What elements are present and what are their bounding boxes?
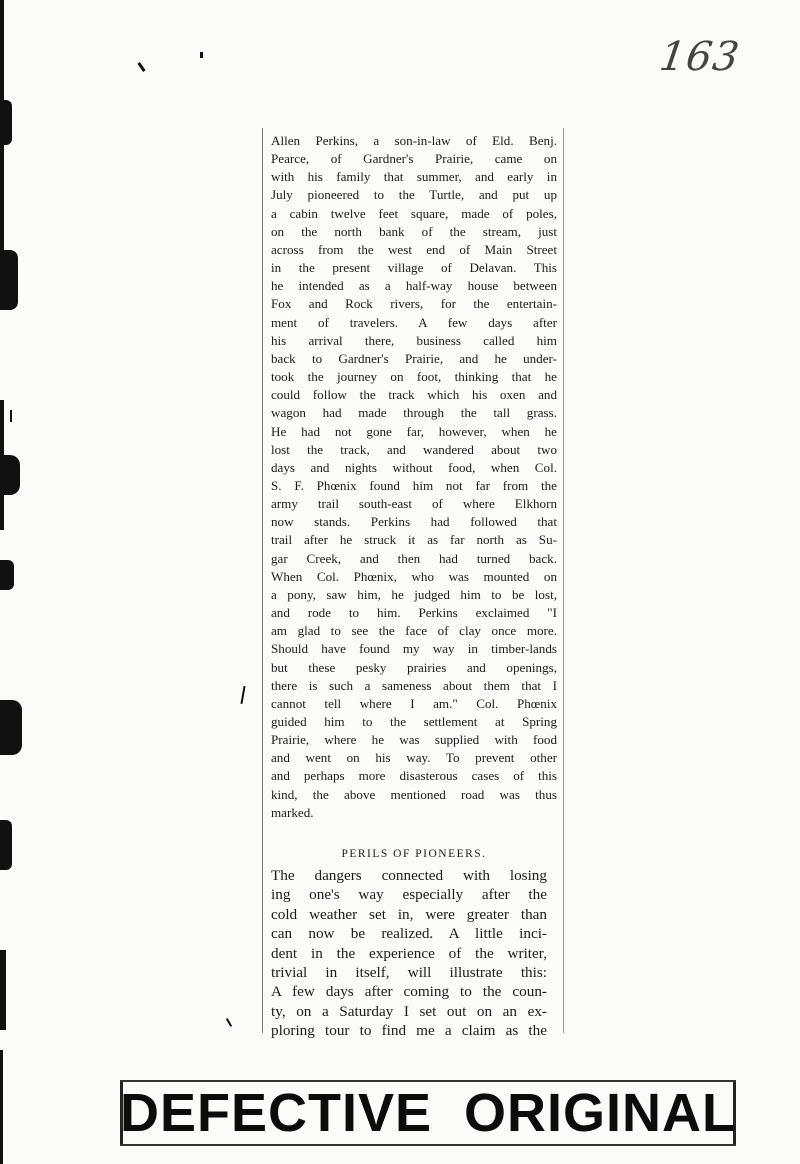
text-line: and rode to him. Perkins exclaimed "I [271, 605, 557, 621]
text-line: trail after he struck it as far north as Su- [271, 532, 557, 548]
text-line: lost the track, and wandered about two [271, 441, 557, 457]
text-line: ing one's way especially after the [271, 886, 547, 904]
binding-edge-mark [0, 560, 14, 590]
text-line: kind, the above mentioned road was thus [271, 786, 557, 802]
text-line: dent in the experience of the writer, [271, 944, 547, 962]
text-line: ty, on a Saturday I set out on an ex- [271, 1002, 547, 1020]
text-line: back to Gardner's Prairie, and he under- [271, 350, 557, 366]
text-line: Should have found my way in timber-lands [271, 641, 557, 657]
speck [226, 1018, 232, 1027]
text-line: he intended as a half-way house between [271, 278, 557, 294]
speck [240, 686, 245, 704]
speck [200, 52, 203, 58]
binding-edge-mark [0, 1050, 3, 1164]
speck [10, 410, 12, 422]
text-line: Prairie, where he was supplied with food [271, 732, 557, 748]
text-line: Fox and Rock rivers, for the entertain- [271, 296, 557, 312]
text-line: across from the west end of Main Street [271, 241, 557, 257]
text-line: ment of travelers. A few days after [271, 314, 557, 330]
text-line: guided him to the settlement at Spring [271, 714, 557, 729]
text-line: on the north bank of the stream, just [271, 223, 557, 239]
text-line: with his family that summer, and early in [271, 169, 557, 185]
text-line: July pioneered to the Turtle, and put up [271, 187, 557, 203]
speck [137, 62, 145, 72]
text-line: wagon had made through the tall grass. [271, 405, 557, 421]
text-line: there is such a sameness about them that I [271, 677, 557, 693]
text-line: cannot tell where I am." Col. Phœnix [271, 695, 557, 711]
text-line: and went on his way. To prevent other [271, 750, 557, 766]
text-line: now stands. Perkins had followed that [271, 514, 557, 530]
text-line: days and nights without food, when Col. [271, 459, 557, 475]
text-line: Pearce, of Gardner's Prairie, came on [271, 151, 557, 167]
article-text [271, 132, 557, 822]
text-line: A few days after coming to the coun- [271, 983, 547, 1001]
section-heading: PERILS OF PIONEERS. [341, 848, 487, 860]
binding-edge-mark [0, 100, 12, 145]
binding-edge-mark [0, 700, 22, 755]
text-line: Allen Perkins, a son-in-law of Eld. Benj. [271, 133, 557, 148]
binding-edge-mark [0, 455, 20, 495]
stamp-text: DEFECTIVE ORIGINAL [119, 1083, 737, 1143]
stamp-rule [120, 1080, 736, 1082]
text-line: marked. [271, 804, 314, 820]
binding-edge-mark [0, 950, 6, 1030]
text-line: He had not gone far, however, when he [271, 423, 557, 439]
binding-edge-mark [0, 250, 18, 310]
text-line: a pony, saw him, he judged him to be lost, [271, 586, 557, 602]
binding-edge-mark [0, 820, 12, 870]
text-line: S. F. Phœnix found him not far from the [271, 477, 557, 493]
text-line: trivial in itself, will illustrate this: [271, 964, 547, 982]
text-line: When Col. Phœnix, who was mounted on [271, 568, 557, 584]
text-line: ploring tour to find me a claim as the [271, 1022, 547, 1040]
text-line: a cabin twelve feet square, made of poles, [271, 205, 557, 221]
text-line: army trail south-east of where Elkhorn [271, 496, 557, 512]
text-line: could follow the track which his oxen and [271, 387, 557, 403]
text-line: in the present village of Delavan. This [271, 260, 557, 276]
text-line: but these pesky prairies and openings, [271, 659, 557, 675]
defective-original-stamp [120, 1080, 736, 1146]
text-line: can now be realized. A little inci- [271, 925, 547, 943]
text-line: his arrival there, business called him [271, 332, 557, 348]
text-line: cold weather set in, were greater than [271, 905, 547, 923]
text-line: and perhaps more disasterous cases of this [271, 768, 557, 784]
page-number: 163 [656, 34, 743, 80]
text-line: am glad to see the face of clay once more. [271, 623, 557, 639]
stamp-rule [120, 1144, 736, 1146]
text-line: gar Creek, and then had turned back. [271, 550, 557, 566]
article-text-continued [271, 866, 547, 1041]
text-line: The dangers connected with losing [271, 867, 547, 884]
text-line: took the journey on foot, thinking that he [271, 369, 557, 385]
newspaper-clipping [262, 128, 564, 1040]
